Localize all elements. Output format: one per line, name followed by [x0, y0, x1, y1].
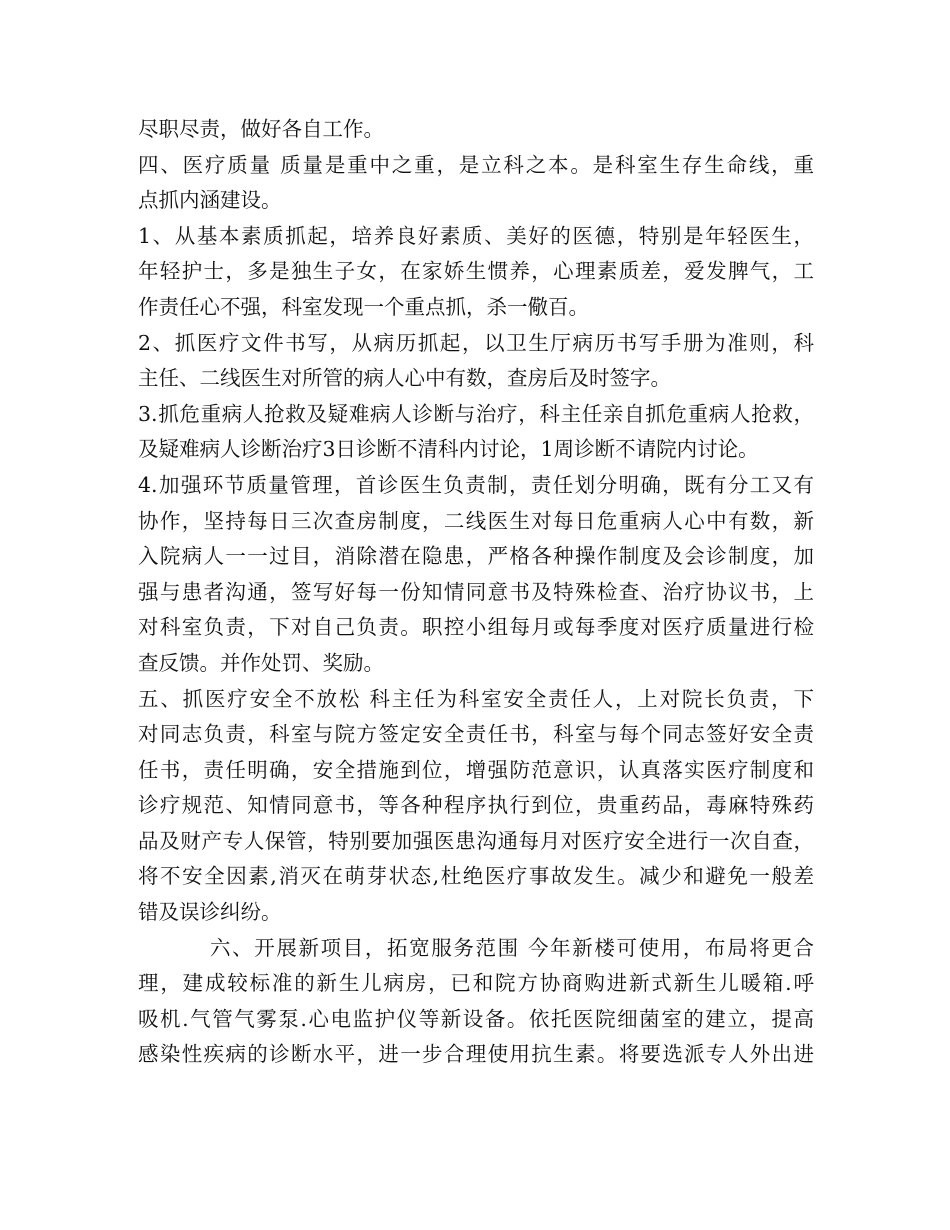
text-line: 五、抓医疗安全不放松 科主任为科室安全责任人，上对院长负责，下 [138, 686, 814, 711]
text-line: 入院病人一一过目，消除潜在隐患，严格各种操作制度及会诊制度，加 [138, 544, 814, 569]
text-line: 感染性疾病的诊断水平，进一步合理使用抗生素。将要选派专人外出进 [138, 1042, 814, 1067]
text-line: 主任、二线医生对所管的病人心中有数，查房后及时签字。 [138, 366, 671, 391]
text-line: 品及财产专人保管，特别要加强医患沟通每月对医疗安全进行一次自查， [138, 828, 814, 853]
text-line: 作责任心不强，科室发现一个重点抓，杀一儆百。 [138, 294, 589, 319]
document-body [138, 112, 814, 1073]
text-line: 对同志负责，科室与院方签定安全责任书，科室与每个同志签好安全责 [138, 722, 814, 747]
text-line: 错及误诊纠纷。 [138, 900, 282, 925]
text-line: 年轻护士，多是独生子女，在家娇生惯养，心理素质差，爱发脾气，工 [138, 259, 814, 284]
text-line: 查反馈。并作处罚、奖励。 [138, 650, 384, 675]
text-line: 点抓内涵建设。 [138, 188, 282, 213]
text-line: 尽职尽责，做好各自工作。 [138, 117, 384, 141]
text-line: 将不安全因素,消灭在萌芽状态,杜绝医疗事故发生。减少和避免一般差 [138, 864, 814, 889]
text-line: 吸机.气管气雾泵.心电监护仪等新设备。依托医院细菌室的建立，提高 [138, 1006, 814, 1031]
text-line: 协作，坚持每日三次查房制度，二线医生对每日危重病人心中有数，新 [138, 508, 814, 533]
text-line: 2、抓医疗文件书写，从病历抓起，以卫生厅病历书写手册为准则，科 [138, 330, 814, 355]
text-line: 四、医疗质量 质量是重中之重，是立科之本。是科室生存生命线，重 [138, 152, 814, 177]
text-line: 4.加强环节质量管理，首诊医生负责制，责任划分明确，既有分工又有 [138, 472, 814, 497]
text-line: 六、开展新项目，拓宽服务范围 今年新楼可使用，布局将更合 [210, 935, 814, 960]
text-line: 强与患者沟通，签写好每一份知情同意书及特殊检查、治疗协议书，上 [138, 579, 814, 604]
text-line: 3.抓危重病人抢救及疑难病人诊断与治疗，科主任亲自抓危重病人抢救， [138, 401, 814, 426]
text-line: 对科室负责，下对自己负责。职控小组每月或每季度对医疗质量进行检 [138, 615, 814, 640]
text-line: 诊疗规范、知情同意书，等各种程序执行到位，贵重药品，毒麻特殊药 [138, 793, 814, 818]
text-line: 及疑难病人诊断治疗3日诊断不清科内讨论，1周诊断不请院内讨论。 [138, 437, 759, 462]
text-line: 理，建成较标准的新生儿病房，已和院方协商购进新式新生儿暖箱.呼 [138, 971, 814, 996]
text-line: 1、从基本素质抓起，培养良好素质、美好的医德，特别是年轻医生， [138, 223, 814, 248]
text-line: 任书，责任明确，安全措施到位，增强防范意识，认真落实医疗制度和 [138, 757, 814, 782]
